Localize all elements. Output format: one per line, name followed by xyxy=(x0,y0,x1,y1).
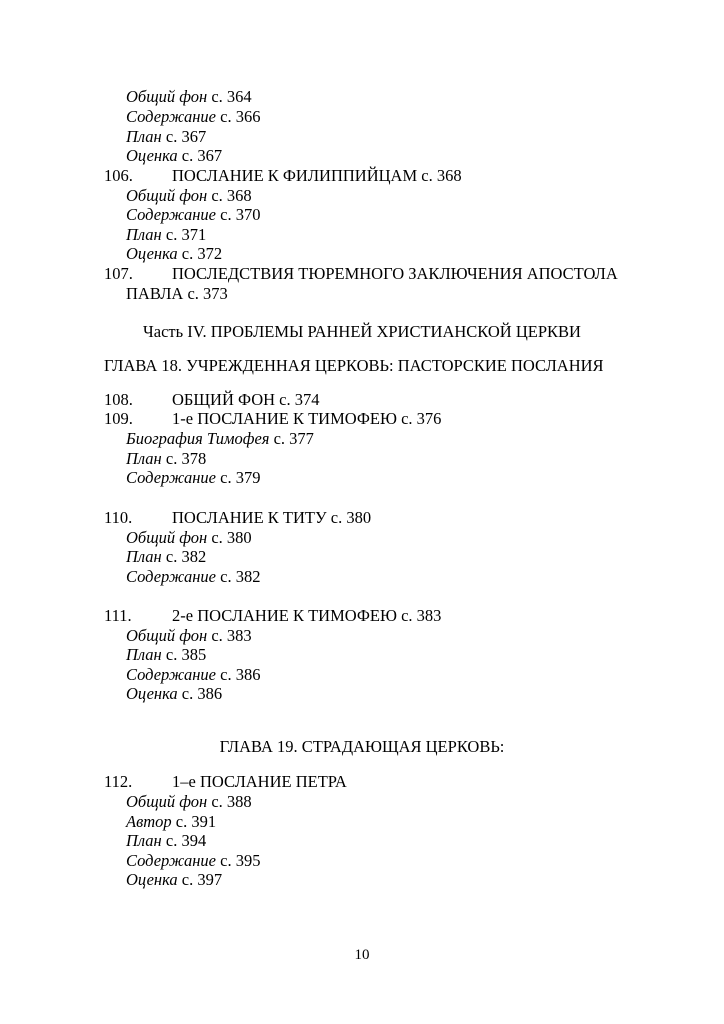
subitem-page: с. 377 xyxy=(269,429,314,448)
subitem-page: с. 367 xyxy=(161,127,207,146)
subitem-label: План xyxy=(126,127,162,146)
section-number-106: 106. xyxy=(104,166,133,185)
subitem-label: Оценка xyxy=(126,146,178,165)
part-heading: Часть IV. ПРОБЛЕМЫ РАННЕЙ ХРИСТИАНСКОЙ ЦЕРКВИ xyxy=(143,322,581,341)
toc-subitem xyxy=(126,665,260,685)
subitem-label: План xyxy=(126,645,162,664)
section-number-107: 107. xyxy=(104,264,133,283)
toc-subitem xyxy=(126,792,252,812)
subitem-page: с. 383 xyxy=(207,626,252,645)
section-number-112: 112. xyxy=(104,772,133,791)
subitem-label: Общий фон xyxy=(126,792,208,811)
subitem-page: с. 368 xyxy=(207,186,252,205)
toc-subitem xyxy=(126,851,260,871)
section-number-110: 110. xyxy=(104,508,133,527)
section-title-109: 1-е ПОСЛАНИЕ К ТИМОФЕЮ с. 376 xyxy=(172,409,442,428)
toc-subitem xyxy=(126,429,314,449)
subitem-page: с. 394 xyxy=(161,831,207,850)
toc-subitem xyxy=(126,244,222,264)
subitem-page: с. 372 xyxy=(177,244,223,263)
subitem-label: План xyxy=(126,831,162,850)
section-number-111: 111. xyxy=(104,606,132,625)
subitem-label: Общий фон xyxy=(126,87,208,106)
toc-subitem xyxy=(126,449,206,469)
subitem-label: Оценка xyxy=(126,870,178,889)
subitem-page: с. 395 xyxy=(216,851,261,870)
subitem-label: Автор xyxy=(126,812,172,831)
section-number-109: 109. xyxy=(104,409,133,428)
subitem-page: с. 386 xyxy=(216,665,261,684)
subitem-page: с. 388 xyxy=(207,792,252,811)
chapter-heading-19: ГЛАВА 19. СТРАДАЮЩАЯ ЦЕРКОВЬ: xyxy=(219,737,505,756)
subitem-page: с. 382 xyxy=(161,547,207,566)
toc-subitem xyxy=(126,146,222,166)
toc-subitem xyxy=(126,684,222,704)
subitem-page: с. 379 xyxy=(216,468,261,487)
subitem-label: Общий фон xyxy=(126,626,208,645)
subitem-page: с. 370 xyxy=(216,205,261,224)
subitem-label: План xyxy=(126,547,162,566)
toc-subitem xyxy=(126,831,206,851)
toc-subitem xyxy=(126,186,252,206)
subitem-label: Содержание xyxy=(126,665,217,684)
toc-subitem xyxy=(126,127,206,147)
toc-subitem xyxy=(126,528,252,548)
toc-subitem xyxy=(126,812,216,832)
section-title-107: ПОСЛЕДСТВИЯ ТЮРЕМНОГО ЗАКЛЮЧЕНИЯ АПОСТОЛА xyxy=(172,264,618,283)
subitem-label: Оценка xyxy=(126,244,178,263)
section-number-108: 108. xyxy=(104,390,133,409)
toc-subitem xyxy=(126,547,206,567)
toc-subitem xyxy=(126,567,260,587)
subitem-page: с. 380 xyxy=(207,528,252,547)
chapter-heading-18: ГЛАВА 18. УЧРЕЖДЕННАЯ ЦЕРКОВЬ: ПАСТОРСКИЕ ПОСЛАНИЯ xyxy=(104,356,604,375)
toc-subitem xyxy=(126,107,260,127)
section-title-108: ОБЩИЙ ФОН с. 374 xyxy=(172,390,320,409)
subitem-label: Биография Тимофея xyxy=(126,429,270,448)
toc-subitem xyxy=(126,205,260,225)
subitem-page: с. 364 xyxy=(207,87,252,106)
section-title-112: 1–е ПОСЛАНИЕ ПЕТРА xyxy=(172,772,347,791)
subitem-label: Содержание xyxy=(126,851,217,870)
subitem-label: План xyxy=(126,225,162,244)
toc-subitem xyxy=(126,870,222,890)
subitem-page: с. 385 xyxy=(161,645,207,664)
subitem-label: Содержание xyxy=(126,205,217,224)
toc-subitem xyxy=(126,87,252,107)
toc-subitem xyxy=(126,225,206,245)
subitem-page: с. 391 xyxy=(171,812,217,831)
toc-subitem xyxy=(126,645,206,665)
subitem-page: с. 371 xyxy=(161,225,207,244)
section-title-110: ПОСЛАНИЕ К ТИТУ с. 380 xyxy=(172,508,372,527)
toc-subitem xyxy=(126,626,252,646)
section-title-111: 2-е ПОСЛАНИЕ К ТИМОФЕЮ с. 383 xyxy=(172,606,442,625)
section-title-107-continued: ПАВЛА с. 373 xyxy=(126,284,228,303)
subitem-label: Содержание xyxy=(126,468,217,487)
subitem-page: с. 378 xyxy=(161,449,207,468)
section-title-106: ПОСЛАНИЕ К ФИЛИППИЙЦАМ с. 368 xyxy=(172,166,462,185)
toc-subitem xyxy=(126,468,260,488)
subitem-page: с. 386 xyxy=(177,684,223,703)
subitem-label: План xyxy=(126,449,162,468)
subitem-label: Оценка xyxy=(126,684,178,703)
subitem-label: Общий фон xyxy=(126,186,208,205)
subitem-page: с. 367 xyxy=(177,146,223,165)
subitem-label: Общий фон xyxy=(126,528,208,547)
subitem-page: с. 366 xyxy=(216,107,261,126)
subitem-label: Содержание xyxy=(126,107,217,126)
subitem-page: с. 397 xyxy=(177,870,223,889)
subitem-page: с. 382 xyxy=(216,567,261,586)
subitem-label: Содержание xyxy=(126,567,217,586)
page-number: 10 xyxy=(354,947,370,963)
